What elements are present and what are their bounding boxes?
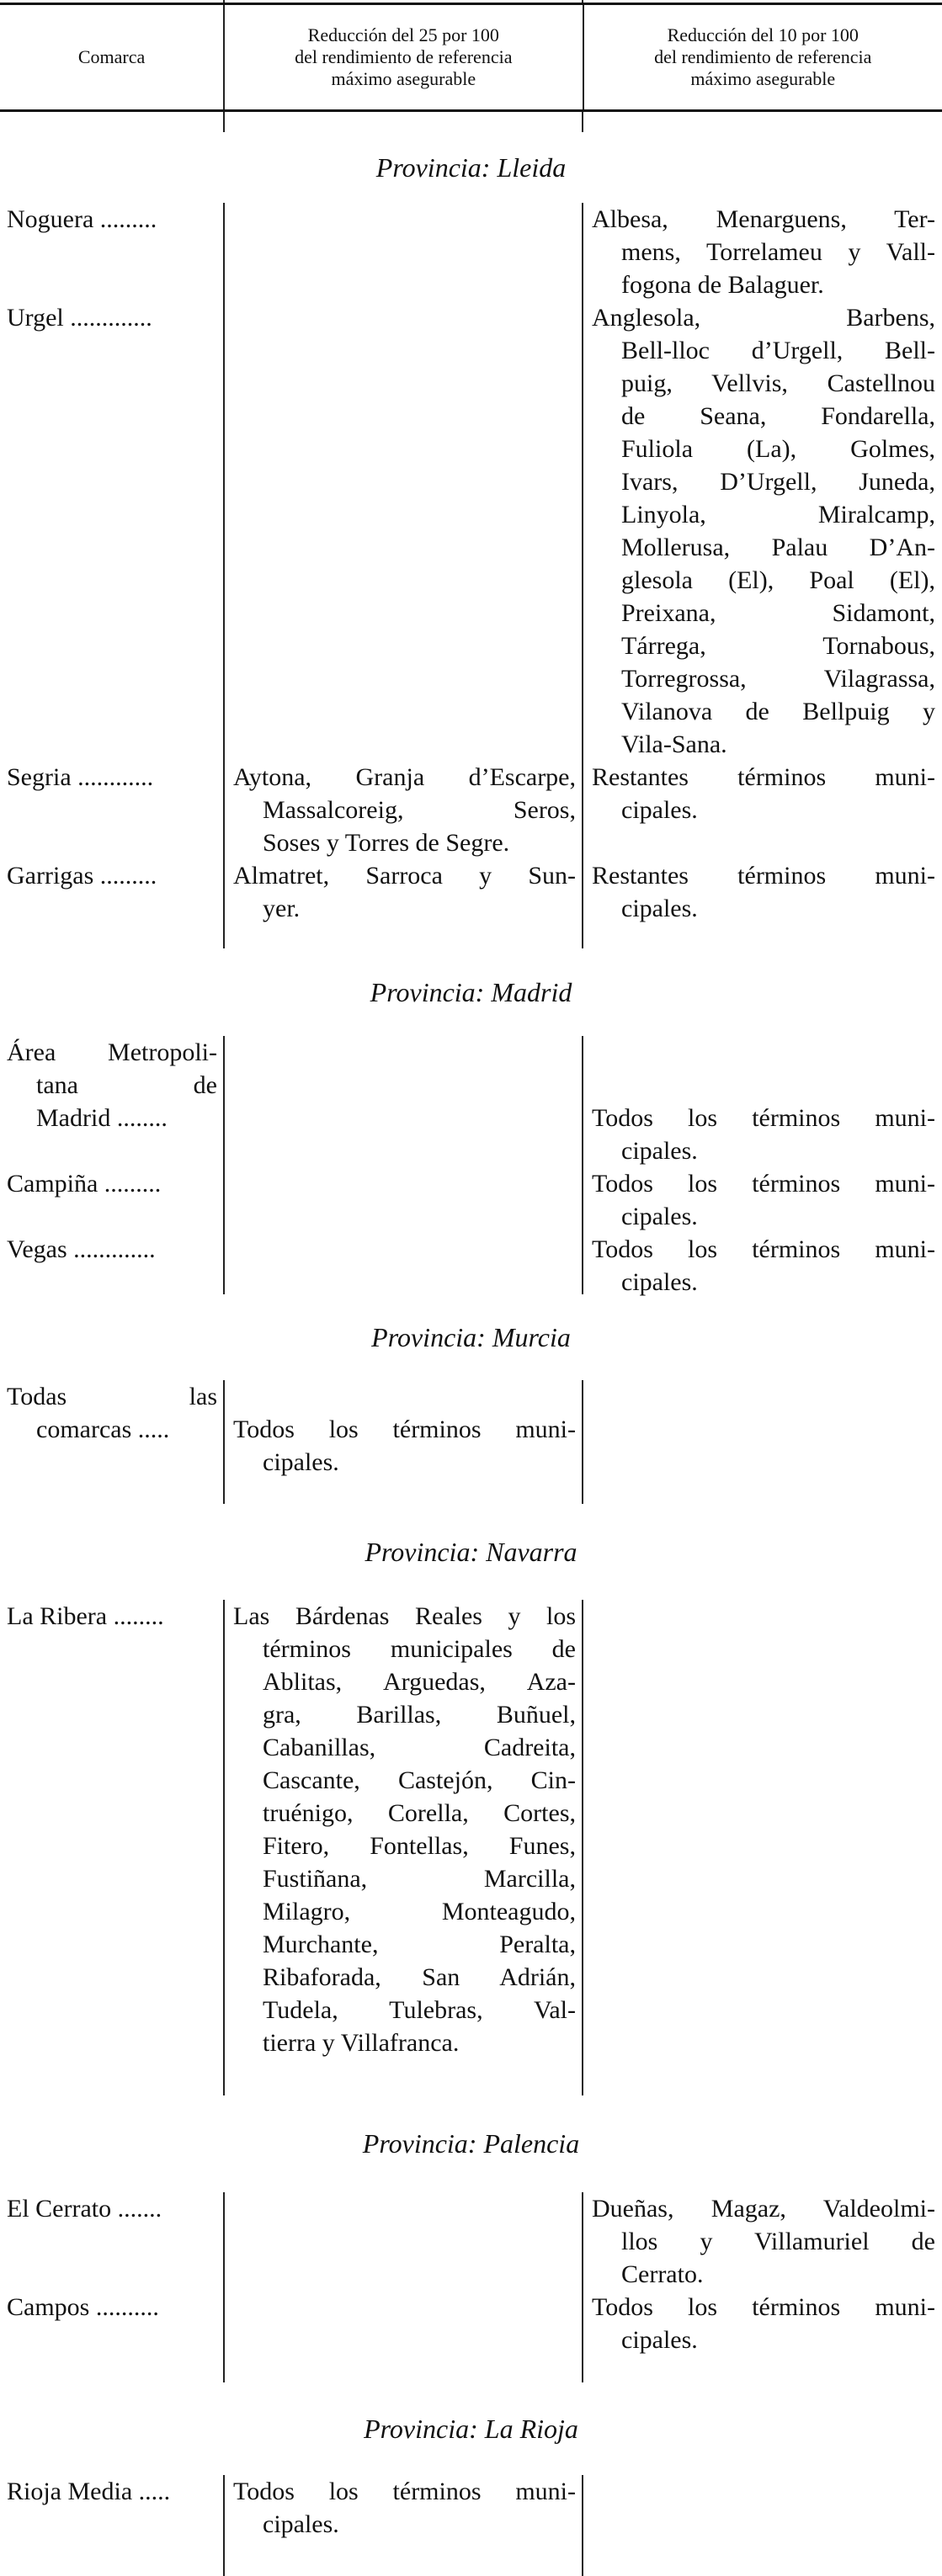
cell-line: truénigo, Corella, Cortes, bbox=[263, 1799, 576, 1827]
cell-line: Dueñas, Magaz, Valdeolmi- bbox=[592, 2195, 935, 2223]
reduccion-10-cell bbox=[583, 1380, 942, 1479]
comarca-cell bbox=[0, 1233, 224, 1299]
cell-line: Área Metropoli- bbox=[7, 1038, 217, 1066]
cell-line: El Cerrato ....... bbox=[7, 2195, 162, 2223]
cell-line: de Seana, Fondarella, bbox=[621, 402, 935, 430]
cell-line: cipales. bbox=[621, 1268, 698, 1296]
cell-line: Milagro, Monteagudo, bbox=[263, 1898, 576, 1925]
cell-line: mens, Torrelameu y Vall- bbox=[621, 238, 935, 266]
reduccion-25-cell bbox=[224, 1380, 583, 1479]
province-section bbox=[0, 2095, 942, 2382]
reduccion-25-cell bbox=[224, 2475, 583, 2541]
province-table-body bbox=[0, 1380, 942, 1504]
province-heading: Provincia: Lleida bbox=[375, 151, 567, 183]
table-row bbox=[0, 859, 942, 925]
reduccion-10-cell bbox=[583, 1036, 942, 1167]
cell-line: Todos los términos muni- bbox=[592, 1170, 935, 1198]
header-25-line: máximo asegurable bbox=[331, 68, 476, 89]
cell-line: Cerrato. bbox=[621, 2260, 704, 2288]
cell-line: Murchante, Peralta, bbox=[263, 1931, 576, 1958]
province-table-body bbox=[0, 2192, 942, 2382]
reduccion-10-cell bbox=[583, 2192, 942, 2291]
cell-line: Todos los términos muni- bbox=[592, 1104, 935, 1132]
province-table-body bbox=[0, 1036, 942, 1294]
reduccion-10-cell bbox=[583, 859, 942, 925]
cell-line: cipales. bbox=[621, 796, 698, 824]
comarca-cell bbox=[0, 2475, 224, 2541]
cell-line: Linyola, Miralcamp, bbox=[621, 501, 935, 528]
cell-line: Garrigas ......... bbox=[7, 862, 157, 890]
cell-line: comarcas ..... bbox=[36, 1415, 170, 1443]
cell-line: Fustiñana, Marcilla, bbox=[263, 1865, 576, 1893]
cell-line: Almatret, Sarroca y Sun- bbox=[233, 862, 576, 890]
table-row bbox=[0, 2291, 942, 2356]
province-table-body bbox=[0, 2475, 942, 2576]
cell-line: Rioja Media ..... bbox=[7, 2478, 171, 2505]
comarca-cell bbox=[0, 301, 224, 761]
reduccion-10-cell bbox=[583, 761, 942, 859]
cell-line: Las Bárdenas Reales y los bbox=[233, 1602, 576, 1630]
column-divider-stub bbox=[223, 112, 225, 132]
header-25-line: del rendimiento de referencia bbox=[295, 46, 513, 67]
cell-line: Campiña ......... bbox=[7, 1170, 162, 1198]
cell-line: Tudela, Tulebras, Val- bbox=[263, 1996, 576, 2024]
reduccion-25-cell bbox=[224, 761, 583, 859]
reduccion-25-cell bbox=[224, 1600, 583, 2059]
cell-line: Todos los términos muni- bbox=[592, 1235, 935, 1263]
cell-line: Vila-Sana. bbox=[621, 730, 727, 758]
header-10-line: del rendimiento de referencia bbox=[654, 46, 872, 67]
table-row bbox=[0, 1233, 942, 1299]
province-heading: Provincia: Palencia bbox=[362, 2128, 580, 2159]
cell-line: términos municipales de bbox=[263, 1635, 576, 1663]
cell-line: Restantes términos muni- bbox=[592, 763, 935, 791]
cell-line: Todas las bbox=[7, 1383, 217, 1410]
cell-line: Albesa, Menarguens, Ter- bbox=[592, 205, 935, 233]
province-heading: Provincia: Murcia bbox=[371, 1321, 571, 1352]
comarca-cell bbox=[0, 2291, 224, 2356]
comarca-cell bbox=[0, 859, 224, 925]
province-heading: Provincia: La Rioja bbox=[364, 2413, 578, 2444]
table-row bbox=[0, 761, 942, 859]
table-row bbox=[0, 2475, 942, 2541]
cell-line: Fuliola (La), Golmes, bbox=[621, 435, 935, 463]
cell-line: Massalcoreig, Seros, bbox=[263, 796, 576, 824]
reduccion-25-cell bbox=[224, 2291, 583, 2356]
table-header bbox=[0, 3, 942, 112]
cell-line: Noguera ......... bbox=[7, 205, 157, 233]
reduccion-10-cell bbox=[583, 2291, 942, 2356]
header-comarca-label: Comarca bbox=[77, 46, 146, 67]
cell-line: cipales. bbox=[621, 1203, 698, 1230]
table-row bbox=[0, 1600, 942, 2059]
comarca-cell bbox=[0, 203, 224, 301]
comarca-cell bbox=[0, 1380, 224, 1479]
cell-line: Ribaforada, San Adrián, bbox=[263, 1963, 576, 1991]
reduccion-10-cell bbox=[583, 1167, 942, 1233]
cell-line: Segria ............ bbox=[7, 763, 154, 791]
reduccion-10-cell bbox=[583, 301, 942, 761]
table-row bbox=[0, 2192, 942, 2291]
province-table-body bbox=[0, 1600, 942, 2095]
cell-line: Bell-lloc d’Urgell, Bell- bbox=[621, 337, 935, 364]
province-sections bbox=[0, 132, 942, 2576]
cell-line: Vegas ............. bbox=[7, 1235, 156, 1263]
reduccion-25-cell bbox=[224, 859, 583, 925]
header-25-line: Reducción del 25 por 100 bbox=[307, 24, 499, 45]
header-comarca bbox=[0, 5, 223, 109]
cell-line: Aytona, Granja d’Escarpe, bbox=[233, 763, 576, 791]
cell-line: Todos los términos muni- bbox=[233, 2478, 576, 2505]
cell-line: Madrid ........ bbox=[36, 1104, 168, 1132]
province-section bbox=[0, 132, 942, 948]
cell-line: Preixana, Sidamont, bbox=[621, 599, 935, 627]
cell-line: Todos los términos muni- bbox=[592, 2293, 935, 2321]
table-row bbox=[0, 203, 942, 301]
table-row bbox=[0, 1036, 942, 1167]
header-reduccion-25 bbox=[223, 5, 582, 109]
cell-line: La Ribera ........ bbox=[7, 1602, 164, 1630]
province-heading: Provincia: Madrid bbox=[370, 976, 572, 1007]
table-row bbox=[0, 1167, 942, 1233]
cell-line: Soses y Torres de Segre. bbox=[263, 829, 510, 857]
cell-line: Ablitas, Arguedas, Aza- bbox=[263, 1668, 576, 1696]
cell-line: Vilanova de Bellpuig y bbox=[621, 698, 935, 725]
cell-line: cipales. bbox=[263, 1448, 339, 1476]
cell-line: Tárrega, Tornabous, bbox=[621, 632, 935, 660]
cell-line: tierra y Villafranca. bbox=[263, 2029, 460, 2057]
table-row bbox=[0, 1380, 942, 1479]
comarca-cell bbox=[0, 1167, 224, 1233]
province-section bbox=[0, 2382, 942, 2576]
reduccion-10-cell bbox=[583, 1233, 942, 1299]
cell-line: Todos los términos muni- bbox=[233, 1415, 576, 1443]
reduccion-25-cell bbox=[224, 203, 583, 301]
comarca-cell bbox=[0, 761, 224, 859]
comarca-cell bbox=[0, 2192, 224, 2291]
cell-line: llos y Villamuriel de bbox=[621, 2228, 935, 2255]
reduccion-10-cell bbox=[583, 2475, 942, 2541]
cell-line: fogona de Balaguer. bbox=[621, 271, 824, 299]
cell-line: cipales. bbox=[621, 895, 698, 922]
reduccion-25-cell bbox=[224, 1233, 583, 1299]
cell-line: cipales. bbox=[621, 1137, 698, 1165]
cell-line: Cascante, Castejón, Cin- bbox=[263, 1766, 576, 1794]
cell-line: Mollerusa, Palau D’An- bbox=[621, 534, 935, 561]
comarca-cell bbox=[0, 1600, 224, 2059]
province-heading: Provincia: Navarra bbox=[365, 1536, 577, 1567]
reduccion-25-cell bbox=[224, 1167, 583, 1233]
cell-line: Restantes términos muni- bbox=[592, 862, 935, 890]
cell-line: tana de bbox=[36, 1071, 217, 1099]
province-table-body bbox=[0, 203, 942, 948]
province-section bbox=[0, 1504, 942, 2095]
header-10-line: Reducción del 10 por 100 bbox=[667, 24, 859, 45]
province-section bbox=[0, 1294, 942, 1504]
cell-line: gra, Barillas, Buñuel, bbox=[263, 1701, 576, 1729]
reduccion-10-cell bbox=[583, 203, 942, 301]
reduccion-25-cell bbox=[224, 1036, 583, 1167]
cell-line: puig, Vellvis, Castellnou bbox=[621, 369, 935, 397]
reduccion-25-cell bbox=[224, 301, 583, 761]
comarca-cell bbox=[0, 1036, 224, 1167]
cell-line: Ivars, D’Urgell, Juneda, bbox=[621, 468, 935, 496]
cell-line: Anglesola, Barbens, bbox=[592, 304, 935, 332]
cell-line: Urgel ............. bbox=[7, 304, 152, 332]
cell-line: Cabanillas, Cadreita, bbox=[263, 1734, 576, 1761]
cell-line: Torregrossa, Vilagrassa, bbox=[621, 665, 935, 693]
province-section bbox=[0, 948, 942, 1294]
column-divider-stub bbox=[582, 112, 583, 132]
cell-line: Campos .......... bbox=[7, 2293, 159, 2321]
cell-line: yer. bbox=[263, 895, 301, 922]
cell-line: glesola (El), Poal (El), bbox=[621, 566, 935, 594]
table-row bbox=[0, 301, 942, 761]
reduccion-25-cell bbox=[224, 2192, 583, 2291]
reduccion-10-cell bbox=[583, 1600, 942, 2059]
cell-line: cipales. bbox=[621, 2326, 698, 2354]
header-10-line: máximo asegurable bbox=[690, 68, 836, 89]
cell-line: cipales. bbox=[263, 2510, 339, 2538]
header-reduccion-10 bbox=[583, 5, 942, 109]
cell-line: Fitero, Fontellas, Funes, bbox=[263, 1832, 576, 1860]
